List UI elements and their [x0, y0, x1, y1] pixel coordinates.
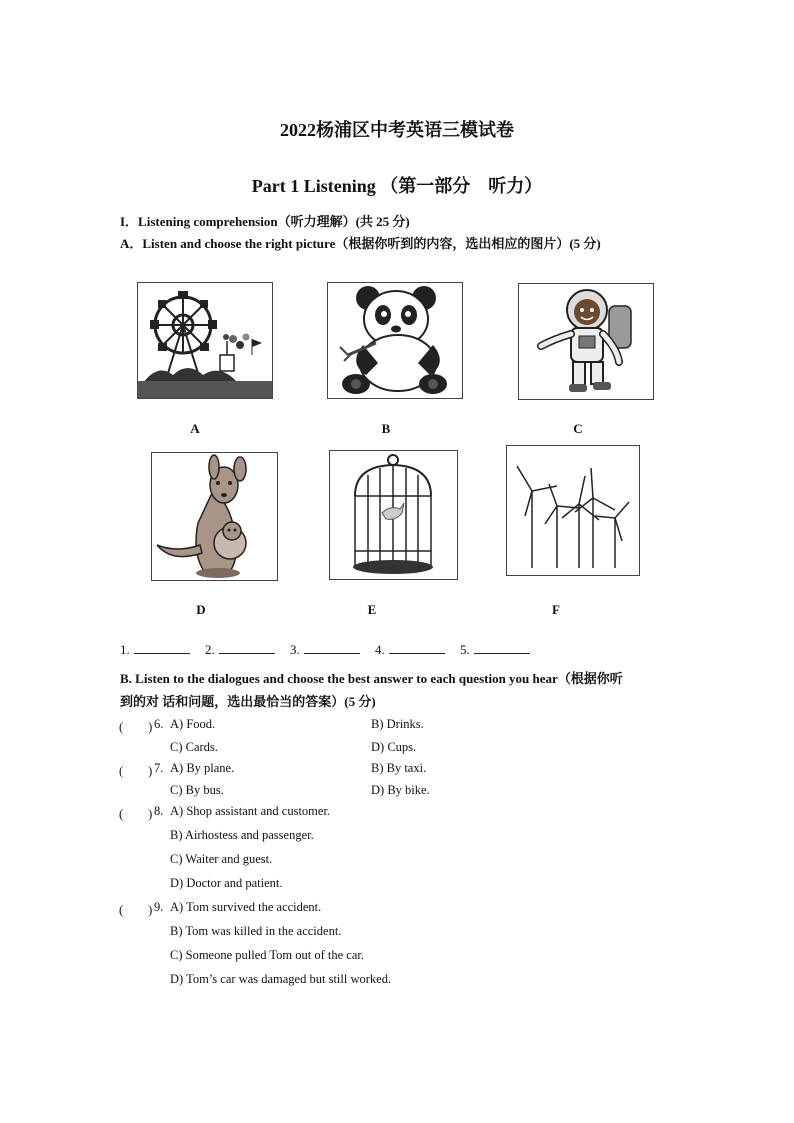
q7-option-d: D) By bike. — [371, 783, 430, 797]
birdcage-icon — [330, 451, 457, 579]
q9-option-d: D) Tom’s car was damaged but still worked. — [170, 972, 392, 986]
q6-option-c: C) Cards. — [170, 740, 218, 754]
section-b-heading: B. Listen to the dialogues and choose the best answer to each question you hear（根据你听 — [120, 671, 623, 686]
q9-option-c: C) Someone pulled Tom out of the car. — [170, 948, 365, 962]
q6-answer-paren[interactable]: ( ) — [119, 720, 153, 734]
section-1-heading: I．Listening comprehension（听力理解）(共 25 分) — [120, 214, 410, 229]
panda-icon — [328, 283, 462, 398]
blank-3[interactable] — [304, 641, 360, 654]
q8-number: 8. — [154, 804, 164, 818]
blank-label-1: 1. — [120, 642, 130, 657]
picture-e — [329, 450, 458, 580]
picture-label-d: D — [196, 602, 206, 617]
blank-2[interactable] — [219, 641, 275, 654]
q9-option-b: B) Tom was killed in the accident. — [170, 924, 342, 938]
picture-a — [137, 282, 273, 399]
q7-option-c: C) By bus. — [170, 783, 224, 797]
picture-label-c: C — [573, 421, 583, 436]
q7-answer-paren[interactable]: ( ) — [119, 764, 153, 778]
q8-option-d: D) Doctor and patient. — [170, 876, 283, 890]
q8-option-b: B) Airhostess and passenger. — [170, 828, 314, 842]
ferris-wheel-icon — [138, 283, 272, 398]
section-a-heading: A．Listen and choose the right picture（根据你听到的内容，选出相应的图片）(5 分) — [120, 236, 601, 251]
blank-label-4: 4. — [375, 642, 385, 657]
picture-c — [518, 283, 654, 400]
blank-label-3: 3. — [290, 642, 300, 657]
blank-label-5: 5. — [460, 642, 470, 657]
picture-label-e: E — [367, 602, 377, 617]
q7-number: 7. — [154, 761, 164, 775]
section-b-heading-cont: 到的对 话和问题，选出最恰当的答案）(5 分) — [120, 694, 376, 709]
blank-1[interactable] — [134, 641, 190, 654]
kangaroo-icon — [152, 453, 277, 580]
picture-f — [506, 445, 640, 576]
blank-5[interactable] — [474, 641, 530, 654]
q6-number: 6. — [154, 717, 164, 731]
wind-turbines-icon — [507, 446, 639, 575]
q8-answer-paren[interactable]: ( ) — [119, 807, 153, 821]
q9-answer-paren[interactable]: ( ) — [119, 903, 153, 917]
q8-option-c: C) Waiter and guest. — [170, 852, 273, 866]
picture-label-a: A — [190, 421, 200, 436]
q7-option-b: B) By taxi. — [371, 761, 427, 775]
picture-label-f: F — [552, 602, 560, 617]
q6-option-a: A) Food. — [170, 717, 216, 731]
picture-b — [327, 282, 463, 399]
astronaut-icon — [519, 284, 653, 399]
q6-option-d: D) Cups. — [371, 740, 417, 754]
q9-option-a: A) Tom survived the accident. — [170, 900, 322, 914]
q6-option-b: B) Drinks. — [371, 717, 424, 731]
q8-option-a: A) Shop assistant and customer. — [170, 804, 331, 818]
answer-blanks — [120, 641, 542, 658]
q7-option-a: A) By plane. — [170, 761, 235, 775]
page-title: 2022杨浦区中考英语三模试卷 — [280, 120, 514, 140]
part-heading: Part 1 Listening （第一部分 听力） — [251, 176, 543, 196]
picture-d — [151, 452, 278, 581]
blank-4[interactable] — [389, 641, 445, 654]
blank-label-2: 2. — [205, 642, 215, 657]
picture-label-b: B — [381, 421, 391, 436]
q9-number: 9. — [154, 900, 164, 914]
